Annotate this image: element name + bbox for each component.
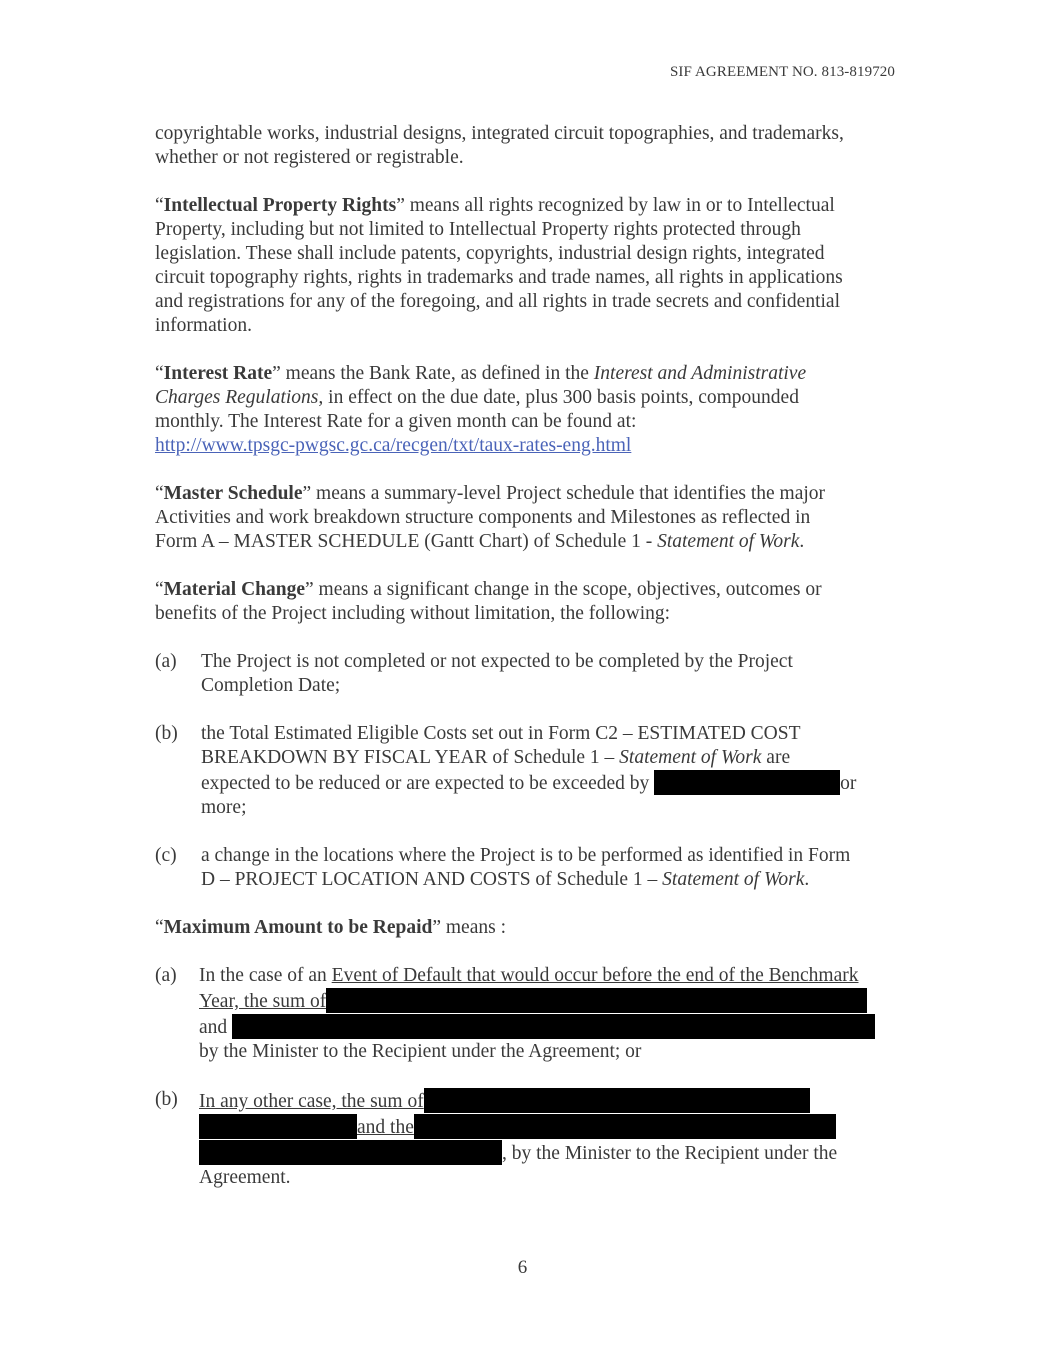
definition-text: BREAKDOWN BY FISCAL YEAR of Schedule 1 – bbox=[201, 747, 620, 768]
defined-term: Master Schedule bbox=[163, 483, 303, 504]
interest-rate-link[interactable]: http://www.tpsgc-pwgsc.gc.ca/recgen/txt/taux-rates-eng.html bbox=[155, 435, 632, 456]
list-item bbox=[155, 722, 900, 820]
open-quote: “ bbox=[155, 579, 164, 600]
defined-term: Intellectual Property Rights bbox=[163, 195, 397, 216]
redaction-block bbox=[414, 1114, 836, 1139]
text-line bbox=[155, 362, 900, 386]
text-line bbox=[155, 194, 900, 218]
text-line bbox=[199, 1014, 900, 1040]
text-line bbox=[201, 770, 900, 796]
open-quote: “ bbox=[155, 363, 164, 384]
definition-text: and bbox=[199, 1017, 228, 1038]
text-line bbox=[155, 530, 900, 554]
definition-material-change bbox=[155, 578, 900, 626]
open-quote: “ bbox=[155, 483, 164, 504]
underlined-text: Year, the sum of bbox=[199, 991, 327, 1012]
text-line: the Total Estimated Eligible Costs set out in Form C2 – ESTIMATED COST bbox=[201, 723, 801, 744]
statement-of-work-ref: Statement of Work bbox=[657, 531, 800, 552]
text-line: The Project is not completed or not expected to be completed by the Project bbox=[201, 651, 793, 672]
definition-text: In the case of an bbox=[199, 965, 332, 986]
definition-text: means a significant change in the scope, objectives, outcomes or bbox=[313, 579, 822, 600]
text-line: Completion Date; bbox=[201, 675, 341, 696]
redaction-block bbox=[232, 1014, 875, 1039]
definition-text: means : bbox=[441, 917, 506, 938]
defined-term: Maximum Amount to be Repaid bbox=[163, 917, 433, 938]
definition-text: or bbox=[840, 773, 857, 794]
definition-interest-rate bbox=[155, 362, 900, 458]
definition-text: in effect on the due date, plus 300 basis points, compounded bbox=[323, 387, 799, 408]
underlined-text: Event of Default that would occur before the end of the Benchmark bbox=[331, 965, 859, 986]
text-line: by the Minister to the Recipient under the Agreement; or bbox=[199, 1041, 642, 1062]
redaction-block bbox=[424, 1088, 810, 1113]
text-line bbox=[155, 434, 900, 458]
definition-text: are bbox=[761, 747, 791, 768]
text-line: Agreement. bbox=[199, 1167, 291, 1188]
definition-text: means the Bank Rate, as defined in the bbox=[280, 363, 594, 384]
definition-intellectual-property-rights bbox=[155, 194, 900, 338]
text-line bbox=[199, 1140, 900, 1166]
text-line bbox=[201, 746, 900, 770]
regulation-title: Charges Regulations, bbox=[155, 387, 324, 408]
definition-maximum-amount bbox=[155, 916, 900, 940]
list-item bbox=[155, 844, 900, 892]
text-line: Activities and work breakdown structure components and Milestones as reflected in bbox=[155, 507, 811, 528]
definition-text: expected to be reduced or are expected to be exceeded by bbox=[201, 773, 655, 794]
redaction-block bbox=[199, 1140, 502, 1165]
text-line: whether or not registered or registrable. bbox=[155, 147, 464, 168]
text-line: information. bbox=[155, 315, 252, 336]
text-line bbox=[155, 482, 900, 506]
list-marker: (c) bbox=[155, 845, 177, 866]
agreement-number-header: SIF AGREEMENT NO. 813-819720 bbox=[669, 64, 895, 80]
text-line: and registrations for any of the foregoing, and all rights in trade secrets and confidential bbox=[155, 291, 840, 312]
definition-master-schedule bbox=[155, 482, 900, 554]
definition-text: , by the Minister to the Recipient under the bbox=[502, 1143, 838, 1164]
list-marker: (a) bbox=[155, 965, 177, 986]
list-item bbox=[155, 650, 900, 698]
statement-of-work-ref: Statement of Work bbox=[619, 747, 762, 768]
text-line bbox=[199, 1088, 900, 1114]
close-quote: ” bbox=[396, 195, 405, 216]
underlined-text: In any other case, the sum of bbox=[199, 1091, 424, 1112]
text-line bbox=[155, 386, 900, 410]
text-line: copyrightable works, industrial designs, integrated circuit topographies, and trademarks, bbox=[155, 123, 844, 144]
definition-text: . bbox=[799, 531, 805, 552]
underlined-text: and the bbox=[357, 1117, 414, 1138]
statement-of-work-ref: Statement of Work bbox=[662, 869, 805, 890]
open-quote: “ bbox=[155, 195, 164, 216]
text-line bbox=[199, 964, 900, 988]
page-number: 6 bbox=[517, 1257, 528, 1278]
text-line: monthly. The Interest Rate for a given month can be found at: bbox=[155, 411, 637, 432]
redaction-block bbox=[654, 770, 840, 795]
text-line bbox=[199, 1114, 900, 1140]
text-line bbox=[199, 988, 900, 1014]
text-line: benefits of the Project including without limitation, the following: bbox=[155, 603, 671, 624]
list-marker: (a) bbox=[155, 651, 177, 672]
text-line: legislation. These shall include patents, copyrights, industrial design rights, integrated bbox=[155, 243, 825, 264]
close-quote: ” bbox=[432, 917, 441, 938]
close-quote: ” bbox=[305, 579, 314, 600]
text-line: a change in the locations where the Project is to be performed as identified in Form bbox=[201, 845, 851, 866]
document-body bbox=[155, 122, 900, 1214]
definition-text: means all rights recognized by law in or to Intellectual bbox=[404, 195, 835, 216]
redaction-block bbox=[326, 988, 867, 1013]
defined-term: Interest Rate bbox=[163, 363, 273, 384]
text-line: Property, including but not limited to Intellectual Property rights protected through bbox=[155, 219, 801, 240]
list-item bbox=[155, 964, 900, 1064]
definition-text: means a summary-level Project schedule that identifies the major bbox=[311, 483, 826, 504]
definition-text: . bbox=[804, 869, 810, 890]
text-line bbox=[155, 916, 900, 940]
redaction-block bbox=[199, 1114, 357, 1139]
text-line: more; bbox=[201, 797, 247, 818]
regulation-title: Interest and Administrative bbox=[593, 363, 807, 384]
list-marker: (b) bbox=[155, 723, 178, 744]
intro-paragraph bbox=[155, 122, 900, 170]
definition-text: Form A – MASTER SCHEDULE (Gantt Chart) of Schedule 1 - bbox=[155, 531, 658, 552]
definition-text: D – PROJECT LOCATION AND COSTS of Schedule 1 – bbox=[201, 869, 663, 890]
open-quote: “ bbox=[155, 917, 164, 938]
close-quote: ” bbox=[302, 483, 312, 504]
close-quote: ” bbox=[272, 363, 281, 384]
text-line: circuit topography rights, rights in trademarks and trade names, all rights in applications bbox=[155, 267, 843, 288]
text-line bbox=[155, 578, 900, 602]
defined-term: Material Change bbox=[163, 579, 306, 600]
list-marker: (b) bbox=[155, 1089, 178, 1110]
text-line bbox=[201, 868, 900, 892]
list-item bbox=[155, 1088, 900, 1190]
